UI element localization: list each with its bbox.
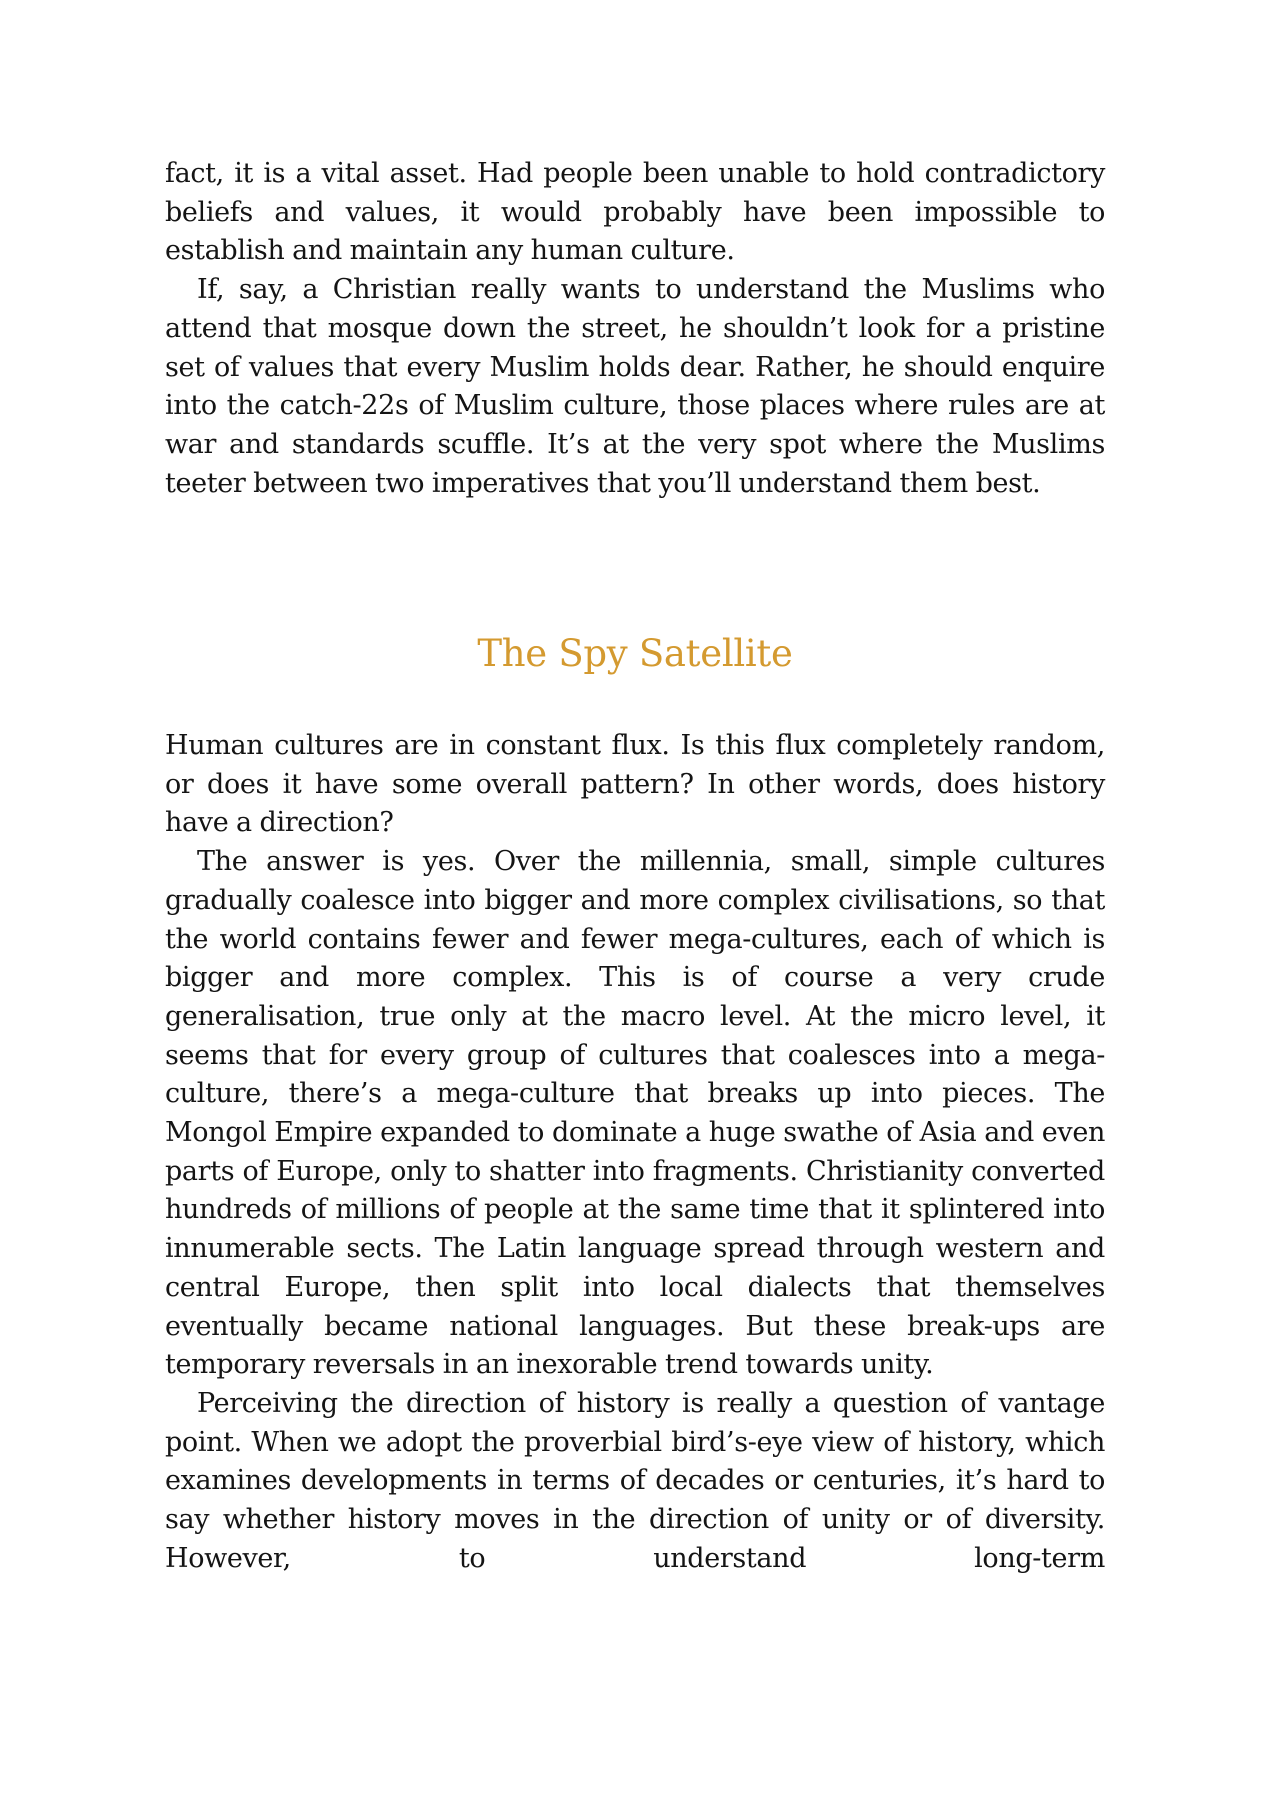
continued-section — [165, 155, 1105, 503]
section-heading: The Spy Satellite — [477, 632, 793, 675]
paragraph-vantage-point: Perceiving the direction of history is really a question of vantage point. When we adopt the proverbial bird’s-eye view of history, which examines developments in terms of decades or centuries, it’s hard to say whether history moves in the direction of unity or of diversity. However, to understand long-term — [165, 1387, 1105, 1574]
paragraph-answer: The answer is yes. Over the millennia, small, simple cultures gradually coalesce into bigger and more complex civilisations, so that the world contains fewer and fewer mega-cultures, each of which is bigger and more complex. This is of course a very crude generalisation, true only at the macro level. At the micro level, it seems that for every group of cultures that coalesces into a mega-culture, there’s a mega-culture that breaks up into pieces. The Mongol Empire expanded to dominate a huge swathe of Asia and even parts of Europe, only to shatter into fragments. Christianity converted hundreds of millions of people at the same time that it splintered into innumerable sects. The Latin language spread through western and central Europe, then split into local dialects that themselves eventually became national languages. But these break-ups are temporary reversals in an inexorable trend towards unity. — [165, 846, 1105, 1381]
spy-satellite-section — [165, 727, 1105, 1578]
paragraph-intro: Human cultures are in constant flux. Is this flux completely random, or does it have some overall pattern? In other words, does history have a direction? — [165, 730, 1105, 839]
paragraph-christian-muslim: If, say, a Christian really wants to understand the Muslims who attend that mosque down the street, he shouldn’t look for a pristine set of values that every Muslim holds dear. Rather, he should enquire into the catch-22s of Muslim culture, those places where rules are at war and standards scuffle. It’s at the very spot where the Muslims teeter between two imperatives that you’ll understand them best. — [165, 274, 1105, 499]
paragraph-continued: fact, it is a vital asset. Had people been unable to hold contradictory beliefs and values, it would probably have been impossible to establish and maintain any human culture. — [165, 158, 1105, 267]
